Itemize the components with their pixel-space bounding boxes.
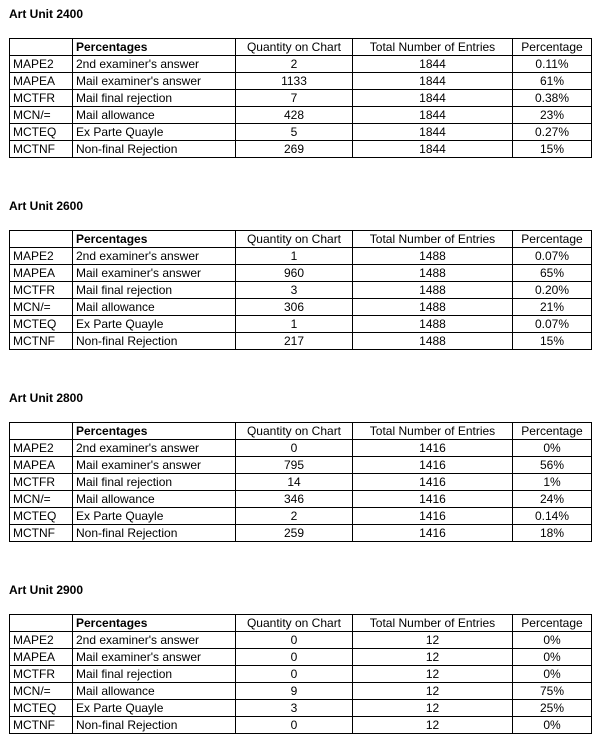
- percentage-cell: 0%: [513, 632, 592, 649]
- header-total: Total Number of Entries: [353, 39, 513, 56]
- header-code-cell: [10, 423, 73, 440]
- code-cell: MAPEA: [10, 73, 73, 90]
- code-cell: MAPE2: [10, 440, 73, 457]
- quantity-cell: 9: [236, 683, 353, 700]
- art-unit-table: [9, 230, 592, 350]
- percentage-cell: 0.07%: [513, 248, 592, 265]
- code-cell: MCN/=: [10, 491, 73, 508]
- header-percentage: Percentage: [513, 39, 592, 56]
- quantity-cell: 428: [236, 107, 353, 124]
- quantity-cell: 1: [236, 316, 353, 333]
- percentage-cell: 0.20%: [513, 282, 592, 299]
- table-row: [10, 316, 592, 333]
- percentage-cell: 24%: [513, 491, 592, 508]
- quantity-cell: 0: [236, 666, 353, 683]
- header-code-cell: [10, 615, 73, 632]
- total-cell: 1844: [353, 56, 513, 73]
- code-cell: MAPEA: [10, 457, 73, 474]
- total-cell: 1488: [353, 248, 513, 265]
- header-percentage: Percentage: [513, 615, 592, 632]
- header-percentages: Percentages: [73, 39, 236, 56]
- table-row: [10, 440, 592, 457]
- description-cell: Mail allowance: [73, 491, 236, 508]
- header-row: [10, 615, 592, 632]
- percentage-cell: 56%: [513, 457, 592, 474]
- quantity-cell: 306: [236, 299, 353, 316]
- art-unit-table: [9, 38, 592, 158]
- total-cell: 12: [353, 632, 513, 649]
- total-cell: 1416: [353, 491, 513, 508]
- table-row: [10, 333, 592, 350]
- table-row: [10, 717, 592, 734]
- description-cell: Non-final Rejection: [73, 525, 236, 542]
- table-row: [10, 124, 592, 141]
- table-row: [10, 141, 592, 158]
- total-cell: 1416: [353, 474, 513, 491]
- table-row: [10, 73, 592, 90]
- total-cell: 1488: [353, 333, 513, 350]
- total-cell: 1844: [353, 90, 513, 107]
- section-title: Art Unit 2400: [9, 7, 84, 21]
- header-code-cell: [10, 39, 73, 56]
- total-cell: 1416: [353, 508, 513, 525]
- header-percentage: Percentage: [513, 231, 592, 248]
- header-quantity: Quantity on Chart: [236, 615, 353, 632]
- quantity-cell: 960: [236, 265, 353, 282]
- description-cell: Ex Parte Quayle: [73, 316, 236, 333]
- description-cell: 2nd examiner's answer: [73, 632, 236, 649]
- code-cell: MCTEQ: [10, 316, 73, 333]
- table-row: [10, 649, 592, 666]
- section-title: Art Unit 2600: [9, 199, 84, 213]
- description-cell: Mail final rejection: [73, 474, 236, 491]
- description-cell: Non-final Rejection: [73, 141, 236, 158]
- percentage-cell: 0.38%: [513, 90, 592, 107]
- total-cell: 1488: [353, 316, 513, 333]
- percentage-cell: 61%: [513, 73, 592, 90]
- percentage-cell: 21%: [513, 299, 592, 316]
- percentage-cell: 18%: [513, 525, 592, 542]
- total-cell: 1844: [353, 141, 513, 158]
- quantity-cell: 259: [236, 525, 353, 542]
- total-cell: 1416: [353, 525, 513, 542]
- code-cell: MCTEQ: [10, 508, 73, 525]
- percentage-cell: 0%: [513, 666, 592, 683]
- percentage-cell: 0%: [513, 440, 592, 457]
- code-cell: MCTNF: [10, 525, 73, 542]
- code-cell: MCTEQ: [10, 124, 73, 141]
- header-code-cell: [10, 231, 73, 248]
- quantity-cell: 269: [236, 141, 353, 158]
- quantity-cell: 1133: [236, 73, 353, 90]
- table-row: [10, 282, 592, 299]
- section-title: Art Unit 2900: [9, 583, 84, 597]
- table-row: [10, 525, 592, 542]
- code-cell: MCTFR: [10, 474, 73, 491]
- description-cell: 2nd examiner's answer: [73, 440, 236, 457]
- art-unit-table: [9, 422, 592, 542]
- code-cell: MCTNF: [10, 333, 73, 350]
- total-cell: 1488: [353, 282, 513, 299]
- table-row: [10, 457, 592, 474]
- code-cell: MAPE2: [10, 632, 73, 649]
- total-cell: 1416: [353, 440, 513, 457]
- header-row: [10, 423, 592, 440]
- code-cell: MCTNF: [10, 141, 73, 158]
- quantity-cell: 2: [236, 508, 353, 525]
- header-quantity: Quantity on Chart: [236, 39, 353, 56]
- code-cell: MAPEA: [10, 265, 73, 282]
- code-cell: MCN/=: [10, 107, 73, 124]
- table-row: [10, 474, 592, 491]
- description-cell: Ex Parte Quayle: [73, 700, 236, 717]
- total-cell: 12: [353, 683, 513, 700]
- quantity-cell: 217: [236, 333, 353, 350]
- total-cell: 1488: [353, 299, 513, 316]
- header-quantity: Quantity on Chart: [236, 423, 353, 440]
- percentage-cell: 15%: [513, 333, 592, 350]
- code-cell: MAPEA: [10, 649, 73, 666]
- description-cell: Ex Parte Quayle: [73, 508, 236, 525]
- description-cell: Ex Parte Quayle: [73, 124, 236, 141]
- description-cell: Mail allowance: [73, 683, 236, 700]
- total-cell: 1844: [353, 73, 513, 90]
- table-row: [10, 299, 592, 316]
- description-cell: 2nd examiner's answer: [73, 248, 236, 265]
- quantity-cell: 5: [236, 124, 353, 141]
- header-quantity: Quantity on Chart: [236, 231, 353, 248]
- section-title: Art Unit 2800: [9, 391, 84, 405]
- total-cell: 12: [353, 717, 513, 734]
- percentage-cell: 1%: [513, 474, 592, 491]
- table-row: [10, 491, 592, 508]
- quantity-cell: 795: [236, 457, 353, 474]
- percentage-cell: 65%: [513, 265, 592, 282]
- percentage-cell: 75%: [513, 683, 592, 700]
- table-row: [10, 56, 592, 73]
- total-cell: 12: [353, 649, 513, 666]
- quantity-cell: 0: [236, 717, 353, 734]
- description-cell: Mail final rejection: [73, 90, 236, 107]
- quantity-cell: 346: [236, 491, 353, 508]
- description-cell: Mail examiner's answer: [73, 457, 236, 474]
- header-percentage: Percentage: [513, 423, 592, 440]
- description-cell: Mail examiner's answer: [73, 649, 236, 666]
- quantity-cell: 0: [236, 632, 353, 649]
- total-cell: 1416: [353, 457, 513, 474]
- header-percentages: Percentages: [73, 423, 236, 440]
- table-row: [10, 508, 592, 525]
- table-row: [10, 248, 592, 265]
- code-cell: MCTNF: [10, 717, 73, 734]
- total-cell: 1488: [353, 265, 513, 282]
- header-total: Total Number of Entries: [353, 615, 513, 632]
- quantity-cell: 0: [236, 440, 353, 457]
- code-cell: MAPE2: [10, 248, 73, 265]
- art-unit-table: [9, 614, 592, 734]
- total-cell: 12: [353, 666, 513, 683]
- header-row: [10, 39, 592, 56]
- quantity-cell: 1: [236, 248, 353, 265]
- code-cell: MCTFR: [10, 282, 73, 299]
- percentage-cell: 0%: [513, 717, 592, 734]
- header-percentages: Percentages: [73, 231, 236, 248]
- table-row: [10, 265, 592, 282]
- quantity-cell: 3: [236, 700, 353, 717]
- description-cell: Non-final Rejection: [73, 333, 236, 350]
- description-cell: Mail final rejection: [73, 666, 236, 683]
- percentage-cell: 23%: [513, 107, 592, 124]
- description-cell: Mail allowance: [73, 107, 236, 124]
- code-cell: MCTFR: [10, 666, 73, 683]
- percentage-cell: 0.27%: [513, 124, 592, 141]
- table-row: [10, 683, 592, 700]
- percentage-cell: 25%: [513, 700, 592, 717]
- quantity-cell: 2: [236, 56, 353, 73]
- description-cell: Mail allowance: [73, 299, 236, 316]
- header-row: [10, 231, 592, 248]
- table-row: [10, 90, 592, 107]
- quantity-cell: 3: [236, 282, 353, 299]
- code-cell: MCN/=: [10, 683, 73, 700]
- table-row: [10, 700, 592, 717]
- quantity-cell: 7: [236, 90, 353, 107]
- table-row: [10, 632, 592, 649]
- percentage-cell: 0.07%: [513, 316, 592, 333]
- description-cell: Non-final Rejection: [73, 717, 236, 734]
- description-cell: 2nd examiner's answer: [73, 56, 236, 73]
- description-cell: Mail final rejection: [73, 282, 236, 299]
- code-cell: MCTFR: [10, 90, 73, 107]
- percentage-cell: 15%: [513, 141, 592, 158]
- code-cell: MCTEQ: [10, 700, 73, 717]
- quantity-cell: 0: [236, 649, 353, 666]
- percentage-cell: 0%: [513, 649, 592, 666]
- total-cell: 1844: [353, 124, 513, 141]
- header-total: Total Number of Entries: [353, 423, 513, 440]
- percentage-cell: 0.14%: [513, 508, 592, 525]
- header-total: Total Number of Entries: [353, 231, 513, 248]
- table-row: [10, 666, 592, 683]
- header-percentages: Percentages: [73, 615, 236, 632]
- quantity-cell: 14: [236, 474, 353, 491]
- code-cell: MAPE2: [10, 56, 73, 73]
- code-cell: MCN/=: [10, 299, 73, 316]
- description-cell: Mail examiner's answer: [73, 265, 236, 282]
- total-cell: 12: [353, 700, 513, 717]
- description-cell: Mail examiner's answer: [73, 73, 236, 90]
- table-row: [10, 107, 592, 124]
- percentage-cell: 0.11%: [513, 56, 592, 73]
- total-cell: 1844: [353, 107, 513, 124]
